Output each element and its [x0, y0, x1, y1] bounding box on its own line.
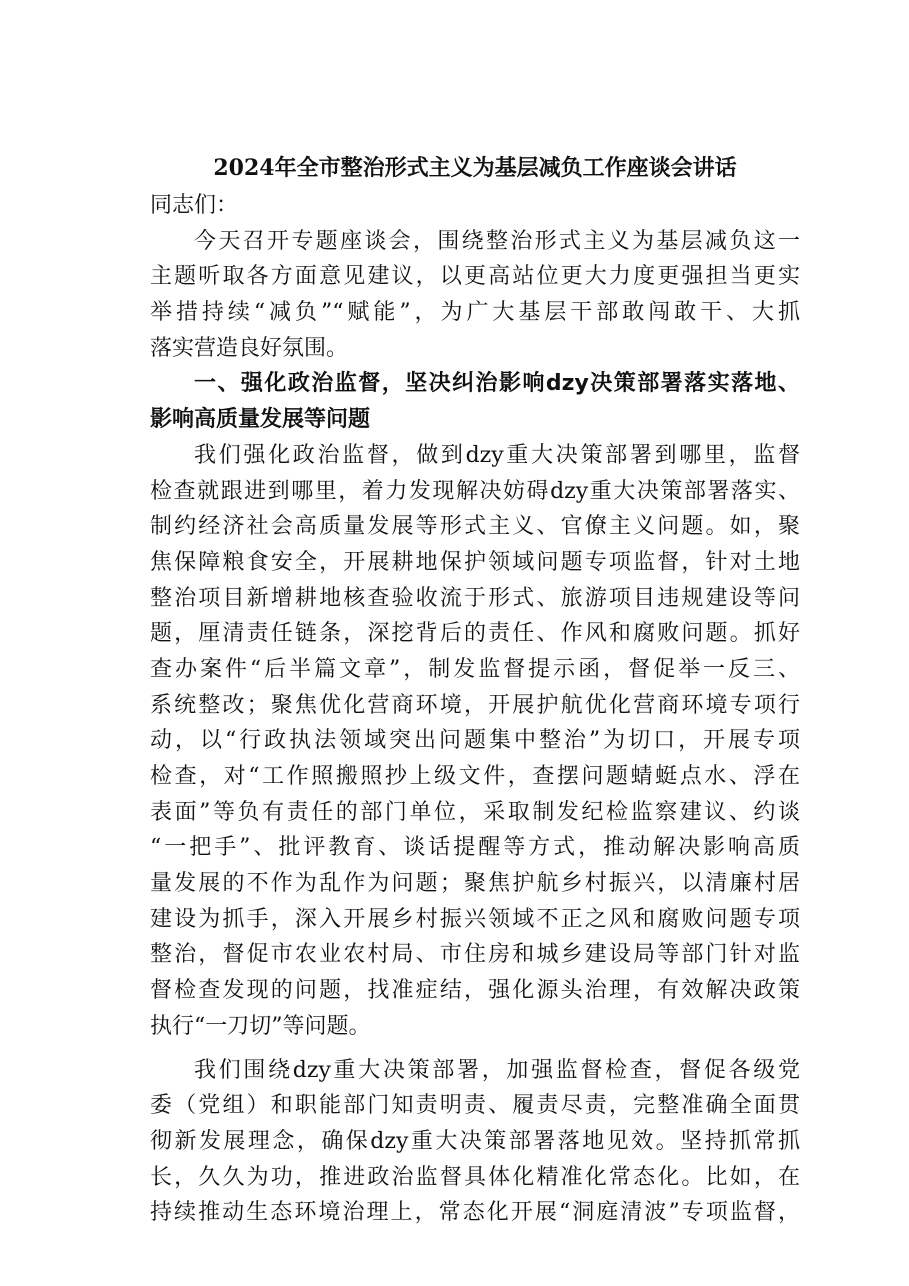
- text-line: 督检查发现的问题，找准症结，强化源头治理，有效解决政策: [150, 978, 800, 1004]
- text-line: 委（党组）和职能部门知责明责、履责尽责，完整准确全面贯: [150, 1093, 800, 1119]
- text-line: 整治，督促市农业农村局、市住房和城乡建设局等部门针对监: [150, 942, 800, 968]
- body-paragraph-1: [150, 438, 800, 1045]
- text-line: 系统整改；聚焦优化营商环境，开展护航优化营商环境专项行: [150, 692, 800, 718]
- text-line: 执行“一刀切”等问题。: [150, 1013, 371, 1039]
- section-heading-1: [150, 366, 800, 437]
- text-line: 整治项目新增耕地核查验收流于形式、旅游项目违规建设等问: [150, 585, 800, 611]
- text-line: 我们围绕dzy重大决策部署，加强监督检查，督促各级党: [194, 1057, 800, 1083]
- heading-line: 影响高质量发展等问题: [150, 407, 371, 433]
- document-title: 2024年全市整治形式主义为基层减负工作座谈会讲话: [213, 155, 737, 181]
- text-line: 落实营造良好氛围。: [150, 335, 349, 361]
- text-line: 长，久久为功，推进政治监督具体化精准化常态化。比如，在: [150, 1164, 800, 1190]
- text-line: 量发展的不作为乱作为问题；聚焦护航乡村振兴，以清廉村居: [150, 871, 800, 897]
- text-line: 制约经济社会高质量发展等形式主义、官僚主义问题。如，聚: [150, 514, 800, 540]
- paragraph-gap: [150, 1045, 800, 1053]
- text-line: 我们强化政治监督，做到dzy重大决策部署到哪里，监督: [194, 442, 800, 468]
- salutation: [150, 188, 800, 224]
- document-page: [150, 148, 800, 1231]
- text-line: 建设为抓手，深入开展乡村振兴领域不正之风和腐败问题专项: [150, 906, 800, 932]
- text-line: 检查就跟进到哪里，着力发现解决妨碍dzy重大决策部署落实、: [150, 478, 800, 504]
- salutation-text: 同志们：: [150, 193, 239, 218]
- text-line: 持续推动生态环境治理上，常态化开展“洞庭清波”专项监督，: [150, 1200, 800, 1226]
- text-line: 今天召开专题座谈会，围绕整治形式主义为基层减负这一: [194, 228, 800, 254]
- intro-paragraph: [150, 224, 800, 367]
- text-line: 动，以“行政执法领域突出问题集中整治”为切口，开展专项: [150, 728, 800, 754]
- text-line: 焦保障粮食安全，开展耕地保护领域问题专项监督，针对土地: [150, 549, 800, 575]
- text-line: 题，厘清责任链条，深挖背后的责任、作风和腐败问题。抓好: [150, 621, 800, 647]
- text-line: 查办案件“后半篇文章”，制发监督提示函，督促举一反三、: [150, 656, 800, 682]
- body-paragraph-2: [150, 1053, 800, 1231]
- heading-line: 一、强化政治监督，坚决纠治影响dzy决策部署落实落地、: [194, 371, 800, 397]
- text-line: 主题听取各方面意见建议，以更高站位更大力度更强担当更实: [150, 264, 800, 290]
- text-line: 举措持续“减负”“赋能”，为广大基层干部敢闯敢干、大抓: [150, 300, 800, 326]
- text-line: 彻新发展理念，确保dzy重大决策部署落地见效。坚持抓常抓: [150, 1128, 800, 1154]
- text-line: “一把手”、批评教育、谈话提醒等方式，推动解决影响高质: [150, 835, 800, 861]
- text-line: 检查，对“工作照搬照抄上级文件，查摆问题蜻蜓点水、浮在: [150, 764, 800, 789]
- text-line: 表面”等负有责任的部门单位，采取制发纪检监察建议、约谈: [150, 799, 800, 825]
